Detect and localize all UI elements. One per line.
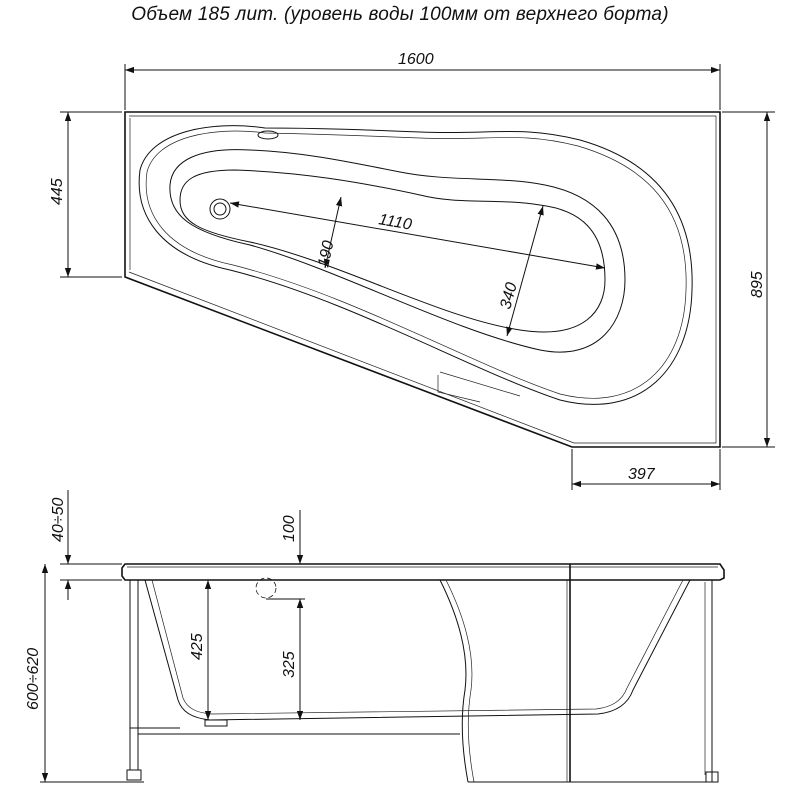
overflow-side-icon [256, 578, 276, 598]
side-view [25, 490, 724, 782]
overflow-icon [258, 131, 278, 139]
apron-edge [440, 580, 468, 782]
top-view [49, 51, 775, 490]
bowl-middle-edge [170, 150, 625, 353]
dim-total-height: 600÷620 [25, 647, 42, 710]
drain-icon [210, 199, 230, 219]
dim-water-depth: 325 [281, 651, 298, 678]
drawing-title: Объем 185 лит. (уровень воды 100мм от верхнего борта) [131, 4, 669, 25]
dim-narrow-end: 445 [49, 178, 66, 205]
leg-left [127, 770, 141, 780]
dim-width: 895 [749, 271, 766, 298]
tub-rim-side [122, 564, 724, 580]
bowl-bottom-edge [180, 170, 605, 332]
dim-water-gap: 100 [281, 515, 298, 542]
dim-bowl-depth: 425 [189, 633, 206, 660]
dim-rim-height: 40÷50 [50, 497, 67, 542]
dim-narrow-bowl: 190 [315, 239, 338, 269]
dim-inner-length: 1110 [377, 211, 413, 234]
bowl-profile [145, 580, 690, 720]
dim-wide-bowl: 340 [497, 280, 521, 312]
dim-corner-cut: 397 [628, 466, 655, 483]
dim-length: 1600 [398, 51, 434, 68]
bowl-outer-edge [139, 126, 692, 405]
